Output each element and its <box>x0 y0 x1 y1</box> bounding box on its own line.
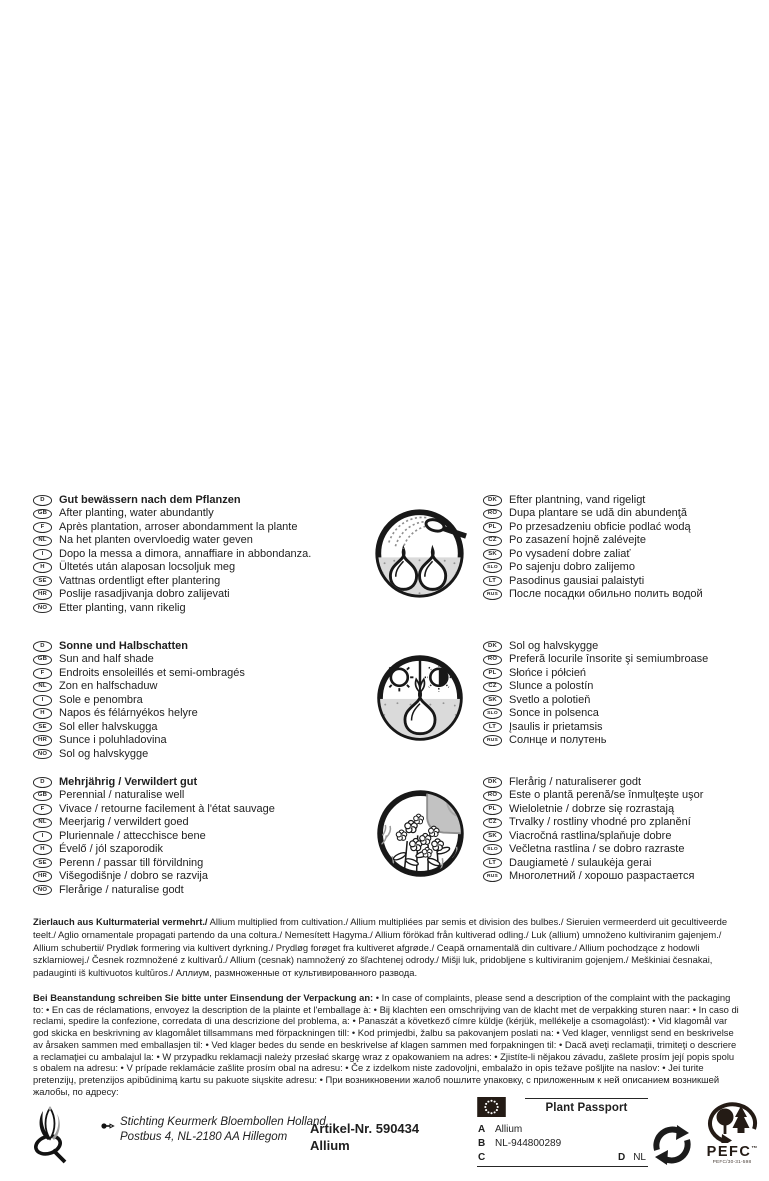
instruction-text: Este o plantă perenă/se înmulţeşte uşor <box>509 789 704 802</box>
trademark-symbol: ™ <box>751 1146 758 1152</box>
eu-flag-icon <box>477 1097 506 1117</box>
country-code-badge: I <box>33 831 52 842</box>
instruction-text: Dopo la messa a dimora, annaffiare in abbondanza. <box>59 547 312 560</box>
instruction-text: Sonce in polsenca <box>509 707 599 720</box>
instruction-text: Многолетний / хорошо разрастается <box>509 870 695 883</box>
instruction-text: Po zasazení hojně zalévejte <box>509 534 646 547</box>
language-line <box>33 776 275 789</box>
country-code-badge: RUS <box>483 735 502 746</box>
instruction-text: Zon en halfschaduw <box>59 680 158 693</box>
sun-left-column <box>33 640 245 761</box>
language-line <box>483 575 703 588</box>
language-line <box>483 494 703 507</box>
passport-row-a <box>478 1124 646 1138</box>
language-line <box>33 653 245 666</box>
language-line <box>483 640 708 653</box>
country-code-badge: F <box>33 668 52 679</box>
language-line <box>33 694 245 707</box>
passport-row-b <box>478 1138 646 1152</box>
country-code-badge: PL <box>483 668 502 679</box>
language-line <box>33 857 275 870</box>
instruction-text: Daugiametė / sulaukėja gerai <box>509 856 652 869</box>
watering-icon <box>371 505 468 602</box>
instruction-text: Pluriennale / attecchisce bene <box>59 829 206 842</box>
language-line <box>483 830 703 843</box>
language-line <box>483 803 703 816</box>
instruction-text: Sol eller halvskugga <box>59 720 158 733</box>
country-code-badge: D <box>33 777 52 788</box>
country-code-badge: H <box>33 708 52 719</box>
instruction-text: Évelő / jól szaporodik <box>59 843 163 856</box>
complaints-paragraph <box>33 992 739 1097</box>
language-line <box>33 816 275 829</box>
instruction-text: Perennial / naturalise well <box>59 789 185 802</box>
language-line <box>33 548 311 561</box>
language-line <box>483 694 708 707</box>
country-code-badge: DK <box>483 495 502 506</box>
country-code-badge: RO <box>483 655 502 666</box>
country-code-badge: PL <box>483 804 502 815</box>
language-line <box>483 816 703 829</box>
country-code-badge: HR <box>33 871 52 882</box>
language-line <box>483 857 703 870</box>
instruction-text: Trvalky / rostliny vhodné pro zplanění <box>509 816 691 829</box>
article-number: Artikel-Nr. 590434 <box>310 1121 420 1136</box>
language-line <box>483 561 703 574</box>
passport-value-a: Allium <box>495 1124 523 1135</box>
instruction-text: Sun and half shade <box>59 653 154 666</box>
complaints-paragraph-text: • In case of complaints, please send a description of the complaint with the packaging to: • En cas de réclamations, envoyez la description de la plainte et l'emballage à: • Bij klachten een omschrijving van de klacht met de verpakking sturen naar: • In caso di reclami, spedire la confezione, corredata di una descrizione del problema, a: • Panaszát a következő címre küldje (kérjük, mellékelje a csomagolást): • Vid klagomål var god skicka en beskrivning av klagomålet tillsammans med förpackningen till: • Kod primjedbi, žalbu sa pakovanjem poslati na: • Ved klager, vennligst send en beskrivelse av årsaken sammen med emballasjen til: • Ved klager bedes du sende en beskrivelse af klagen sammen med forpakningen til: • Dacă aveţi reclamaţii, trimiteţi o descriere a reclamaţiei cu ambalajul la: • W przypadku reklamacji należy przesłać skargę wraz z opakowaniem na adres: • Zjistíte-li nějakou závadu, zašlete prosím její popis spolu s obalem na adresu: • V prípade reklamácie zašlite prosím obal na adresu: • Če z izdelkom niste zadovoljni, embalažo in opis težave pošljite na naslov: • Jei turite pretenzijų, pretenzijos apibūdinimą kartu su pakuote siųskite adresu: • При возникновении жалоб пошлите упаковку, с приложенным к ней описанием возникшей жалобы, по адресу: <box>33 992 739 1097</box>
propagation-paragraph <box>33 916 739 980</box>
country-code-badge: NO <box>33 603 52 614</box>
country-code-badge: F <box>33 804 52 815</box>
country-code-badge: RO <box>483 509 502 520</box>
instruction-text: Efter plantning, vand rigeligt <box>509 494 646 506</box>
instruction-text: Napos és félárnyékos helyre <box>59 707 198 720</box>
language-line <box>33 680 245 693</box>
language-line <box>483 588 703 601</box>
pefc-certificate-number: PEFC/30-31-598 <box>712 1159 752 1165</box>
address-line-1: Stichting Keurmerk Bloembollen Holland, <box>120 1116 330 1128</box>
watering-right-column <box>483 494 703 602</box>
sun-symbol <box>391 669 408 686</box>
country-code-badge: CZ <box>483 818 502 829</box>
instruction-text: Słońce i półcień <box>509 666 587 679</box>
language-line <box>33 884 275 897</box>
country-code-badge: NL <box>33 818 52 829</box>
instruction-text: Poslije rasadjivanja dobro zalijevati <box>59 588 230 601</box>
language-line <box>483 776 703 789</box>
instruction-text: Etter planting, vann rikelig <box>59 601 186 614</box>
country-code-badge: LT <box>483 858 502 869</box>
instruction-text: Įsaulis ir prietamsis <box>509 720 603 733</box>
perennial-left-column <box>33 776 275 897</box>
plant-passport-title: Plant Passport <box>545 1102 628 1114</box>
instruction-text: Sol og halvskygge <box>59 747 149 760</box>
pefc-logo <box>698 1101 766 1166</box>
language-line <box>483 870 703 883</box>
passport-key-d: D <box>617 1152 626 1164</box>
country-code-badge: SE <box>33 722 52 733</box>
instruction-text: После посадки обильно полить водой <box>509 588 703 601</box>
language-line <box>33 748 245 761</box>
language-line <box>33 667 245 680</box>
language-line <box>33 734 245 747</box>
complaints-address <box>120 1115 329 1144</box>
passport-key-a: A <box>478 1124 486 1135</box>
country-code-badge: H <box>33 844 52 855</box>
language-line <box>33 843 275 856</box>
instruction-text: After planting, water abundantly <box>59 507 214 520</box>
country-code-badge: LT <box>483 576 502 587</box>
language-line <box>33 494 311 507</box>
language-line <box>483 707 708 720</box>
country-code-badge: NL <box>33 536 52 547</box>
passport-rows <box>478 1124 646 1167</box>
instruction-text: Pasodinus gausiai palaistyti <box>509 574 645 587</box>
country-code-badge: LT <box>483 722 502 733</box>
language-line <box>483 548 703 561</box>
country-code-badge: SK <box>483 549 502 560</box>
country-code-badge: H <box>33 562 52 573</box>
country-code-badge: CZ <box>483 682 502 693</box>
language-line <box>483 534 703 547</box>
instruction-text: Večletna rastlina / se dobro razraste <box>509 843 685 856</box>
pefc-wordmark: PEFC™ <box>706 1143 758 1160</box>
instruction-text: Endroits ensoleillés et semi-ombragés <box>59 666 245 679</box>
language-line <box>483 843 703 856</box>
naturalise-icon <box>373 786 468 881</box>
instruction-text: Après plantation, arroser abondamment la plante <box>59 520 298 533</box>
instruction-text: Svetlo a polotieň <box>509 693 591 706</box>
passport-value-b: NL-944800289 <box>495 1138 562 1150</box>
language-line <box>33 870 275 883</box>
instruction-text: Ültetés után alaposan locsoljuk meg <box>59 561 236 574</box>
country-code-badge: I <box>33 549 52 560</box>
country-code-badge: SE <box>33 858 52 869</box>
country-code-badge: HR <box>33 589 52 600</box>
keurmerk-tulip-logo <box>31 1106 71 1164</box>
passport-value-d: NL <box>633 1152 646 1164</box>
country-code-badge: RUS <box>483 871 502 882</box>
quality-mark-icon <box>101 1121 115 1131</box>
sun-halfshade-icon <box>373 651 467 745</box>
country-code-badge: SLO <box>483 708 502 719</box>
passport-key-b: B <box>478 1138 486 1150</box>
country-code-badge: HR <box>33 735 52 746</box>
address-line-2: Postbus 4, NL-2180 AA Hillegom <box>120 1130 288 1143</box>
instruction-text: Višegodišnje / dobro se razvija <box>59 870 208 883</box>
country-code-badge: D <box>33 641 52 652</box>
country-code-badge: F <box>33 522 52 533</box>
instruction-text: Wieloletnie / dobrze się rozrastają <box>509 802 675 815</box>
language-line <box>33 507 311 520</box>
instruction-text: Солнце и полутень <box>509 734 607 747</box>
country-code-badge: SK <box>483 695 502 706</box>
language-line <box>483 721 708 734</box>
complaints-paragraph-lead: Bei Beanstandung schreiben Sie bitte unter Einsendung der Verpackung an: <box>33 992 374 1003</box>
instruction-text: Sunce i poluhladovina <box>59 734 167 747</box>
language-line <box>483 521 703 534</box>
country-code-badge: CZ <box>483 536 502 547</box>
country-code-badge: GB <box>33 791 52 802</box>
instruction-text: Dupa plantare se udă din abundenţă <box>509 507 687 520</box>
language-line <box>483 667 708 680</box>
article-name: Allium <box>310 1137 350 1153</box>
language-line <box>33 640 245 653</box>
language-line <box>33 521 311 534</box>
country-code-badge: D <box>33 495 52 506</box>
watering-left-column <box>33 494 311 615</box>
instruction-text: Vattnas ordentligt efter plantering <box>59 574 221 587</box>
language-line <box>33 721 245 734</box>
sun-right-column <box>483 640 708 748</box>
language-line <box>33 534 311 547</box>
country-code-badge: NO <box>33 749 52 760</box>
country-code-badge: SLO <box>483 562 502 573</box>
language-line <box>33 575 311 588</box>
instruction-text: Sole e penombra <box>59 693 143 706</box>
country-code-badge: RUS <box>483 589 502 600</box>
country-code-badge: GB <box>33 509 52 520</box>
instruction-text: Flerårig / naturaliserer godt <box>509 776 642 788</box>
country-code-badge: DK <box>483 777 502 788</box>
plant-passport <box>477 1095 648 1168</box>
instruction-text: Na het planten overvloedig water geven <box>59 534 253 547</box>
instruction-text: Perenn / passar till förvildning <box>59 856 204 869</box>
language-line <box>33 602 311 615</box>
language-line <box>483 734 708 747</box>
language-line <box>483 507 703 520</box>
instruction-text: Sonne und Halbschatten <box>59 640 188 652</box>
instruction-text: Flerårige / naturalise godt <box>59 883 184 896</box>
language-line <box>483 680 708 693</box>
country-code-badge: RO <box>483 791 502 802</box>
language-line <box>483 789 703 802</box>
article-number-block <box>310 1121 419 1154</box>
language-line <box>33 707 245 720</box>
country-code-badge: NL <box>33 682 52 693</box>
country-code-badge: SE <box>33 576 52 587</box>
language-line <box>33 588 311 601</box>
country-code-badge: DK <box>483 641 502 652</box>
passport-key-c: C <box>478 1152 486 1164</box>
pefc-trees-icon <box>703 1101 761 1143</box>
instruction-text: Sol og halvskygge <box>509 640 599 652</box>
country-code-badge: SK <box>483 831 502 842</box>
country-code-badge: NO <box>33 885 52 896</box>
country-code-badge: I <box>33 695 52 706</box>
green-dot-recycle-icon <box>651 1124 693 1166</box>
instruction-text: Slunce a polostín <box>509 680 594 693</box>
country-code-badge: GB <box>33 655 52 666</box>
passport-top-rule <box>525 1098 648 1099</box>
country-code-badge: PL <box>483 522 502 533</box>
language-line <box>483 653 708 666</box>
language-line <box>33 830 275 843</box>
propagation-paragraph-lead: Zierlauch aus Kulturmaterial vermehrt./ <box>33 916 208 927</box>
instruction-text: Preferă locurile însorite şi semiumbroase <box>509 653 709 666</box>
language-line <box>33 789 275 802</box>
passport-row-cd <box>478 1152 646 1166</box>
instruction-text: Gut bewässern nach dem Pflanzen <box>59 494 241 506</box>
instruction-text: Po przesadzeniu obficie podlać wodą <box>509 520 691 533</box>
propagation-paragraph-text: Allium multiplied from cultivation./ Allium multipliées par semis et division des bulbes./ Sieruien vermeerderd uit gecultiveerde teelt./ Aglio ornamentale propagati partendo da una coltura./ Nemesített Hagyma./ Allium förökad från kultiverad odling./ Luk (allium) umnoženo kultiviranim gajenjem./ Allium schubertii/ Prydløk formering via kultivert dyrkning./ Prydløg forøget fra kultiveret afgrøde./ Ceapă ornamentală din cultivare./ Allium pochodzące z hodowli szklarniowej./ Česnek rozmnožené z kultivarů./ Allium (cesnak) namnožený zo šľachtenej odrody./ Mišji luk, pridobljene s kultiviranim gojenjem./ Meškiniai česnakai, padauginti iš kultivuotos kultūros./ Аллиум, размноженные от культивированного развода. <box>33 916 728 979</box>
language-line <box>33 561 311 574</box>
instruction-text: Po sajenju dobro zalijemo <box>509 561 635 574</box>
instruction-text: Vivace / retourne facilement à l'état sauvage <box>59 802 275 815</box>
language-line <box>33 803 275 816</box>
instruction-text: Viacročná rastlina/splaňuje dobre <box>509 829 672 842</box>
instruction-text: Mehrjährig / Verwildert gut <box>59 776 198 788</box>
perennial-right-column <box>483 776 703 884</box>
country-code-badge: SLO <box>483 844 502 855</box>
instruction-text: Meerjarig / verwildert goed <box>59 816 189 829</box>
instruction-text: Po vysadení dobre zaliať <box>509 547 631 560</box>
passport-bottom-rule <box>477 1166 648 1167</box>
